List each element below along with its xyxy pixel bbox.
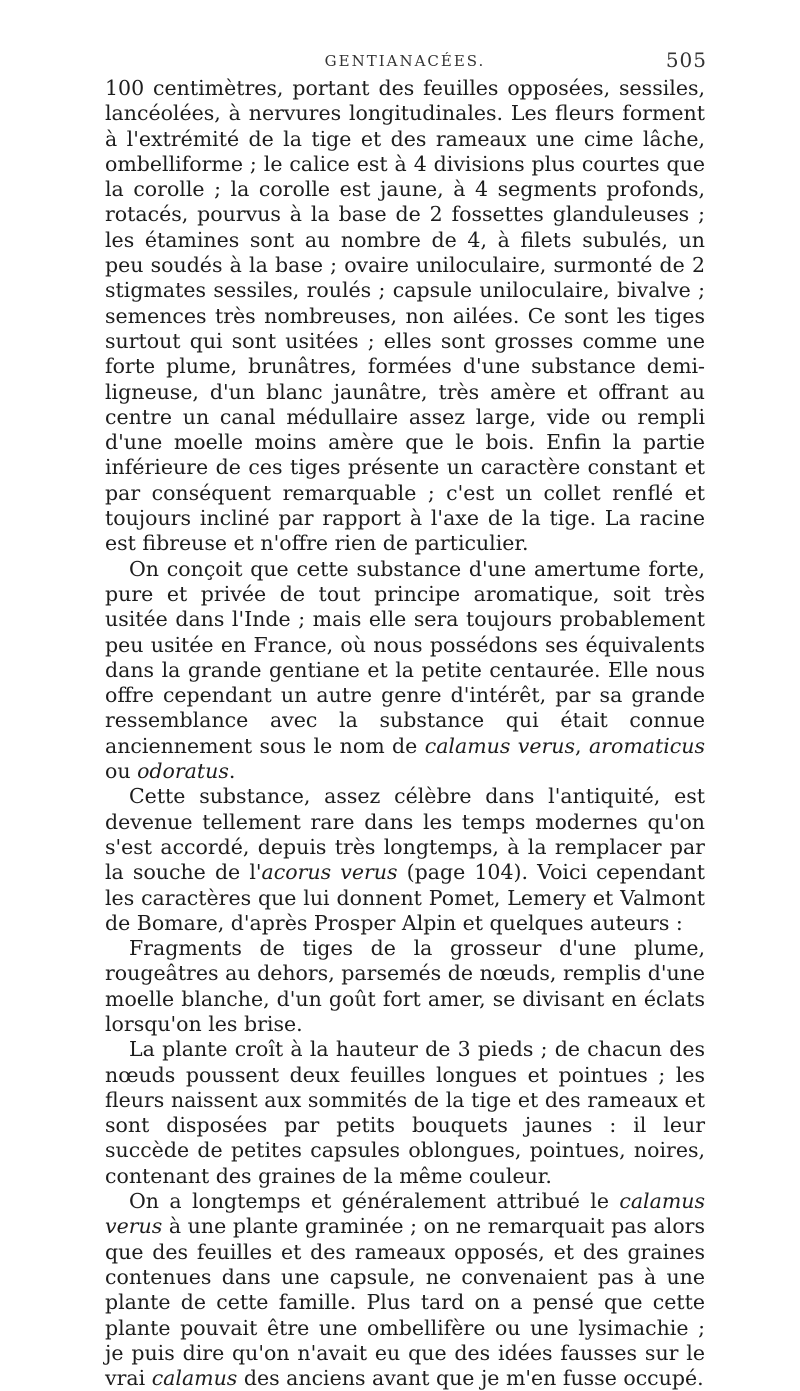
text-run: Fragments de tiges de la grosseur d'une plume, rougeâtres au dehors, parsemés de nœuds, remplis d'une moelle blanche, d'un goût fort amer, se divisant en éclats lorsqu'on les brise.: [105, 936, 705, 1036]
text-run: ,: [575, 733, 589, 758]
paragraph: [105, 936, 705, 1037]
paragraph: [105, 784, 705, 936]
page-number: 505: [665, 48, 707, 72]
paragraph: [105, 76, 705, 557]
text-run: ou: [105, 759, 138, 784]
text-run: à une plante graminée ; on ne remarquait pas alors que des feuilles et des rameaux opposés, et des graines contenues dans une capsule, ne convenaient pas à une plante de cette famille. Plus tard on a pensé que cette plante pouvait être une ombellifère ou une lysimachie ; je puis dire qu'on n'avait eu que des idées fausses sur le vrai: [105, 1214, 705, 1391]
running-title: GENTIANACÉES.: [324, 52, 486, 70]
paragraph: [105, 1189, 705, 1391]
italic-term: odoratus: [137, 759, 229, 784]
paragraph: [105, 1037, 705, 1189]
text-run: On a longtemps et généralement attribué le: [129, 1189, 620, 1214]
text-run: La plante croît à la hauteur de 3 pieds ; de chacun des nœuds poussent deux feuilles longues et pointues ; les fleurs naissent aux sommités de la tige et des rameaux et sont disposées par petits bouquets jaunes : il leur succède de petites capsules oblongues, pointues, noires, contenant des graines de la même couleur.: [105, 1037, 705, 1188]
italic-term: calamus verus: [105, 1189, 705, 1239]
italic-term: calamus: [151, 1366, 238, 1391]
paragraph: [105, 557, 705, 785]
book-page: [105, 44, 705, 1391]
italic-term: acorus verus: [261, 860, 398, 885]
italic-term: aromaticus: [588, 733, 705, 758]
body-text: [105, 76, 705, 1391]
text-run: .: [228, 759, 236, 784]
italic-term: calamus verus: [424, 733, 576, 758]
text-run: (page 104). Voici cependant les caractères que lui donnent Pomet, Lemery et Valmont de Bomare, d'après Prosper Alpin et quelques auteurs :: [105, 860, 705, 935]
text-run: Cette substance, assez célèbre dans l'antiquité, est devenue tellement rare dans les temps modernes qu'on s'est accordé, depuis très longtemps, à la remplacer par la souche de l': [105, 784, 705, 885]
text-run: On conçoit que cette substance d'une amertume forte, pure et privée de tout principe aromatique, soit très usitée dans l'Inde ; mais elle sera toujours probablement peu usitée en France, où nous possédons ses équivalents dans la grande gentiane et la petite centaurée. Elle nous offre cependant un autre genre d'intérêt, par sa grande ressemblance avec la substance qui était connue anciennement sous le nom de: [105, 556, 705, 758]
text-run: des anciens avant que je m'en fusse occupé.: [237, 1366, 704, 1391]
running-head: [105, 44, 705, 76]
text-run: 100 centimètres, portant des feuilles opposées, sessiles, lancéolées, à nervures longitudinales. Les fleurs forment à l'extrémité de la tige et des rameaux une cime lâche, ombelliforme ; le calice est à 4 divisions plus courtes que la corolle ; la corolle est jaune, à 4 segments profonds, rotacés, pourvus à la base de 2 fossettes glanduleuses ; les étamines sont au nombre de 4, à filets subulés, un peu soudés à la base ; ovaire uniloculaire, surmonté de 2 stigmates sessiles, roulés ; capsule uniloculaire, bivalve ; semences très nombreuses, non ailées. Ce sont les tiges surtout qui sont usitées ; elles sont grosses comme une forte plume, brunâtres, formées d'une substance demi-ligneuse, d'un blanc jaunâtre, très amère et offrant au centre un canal médullaire assez large, vide ou rempli d'une moelle moins amère que le bois. Enfin la partie inférieure de ces tiges présente un caractère constant et par conséquent remarquable ; c'est un collet renflé et toujours incliné par rapport à l'axe de la tige. La racine est fibreuse et n'offre rien de particulier.: [105, 76, 705, 556]
